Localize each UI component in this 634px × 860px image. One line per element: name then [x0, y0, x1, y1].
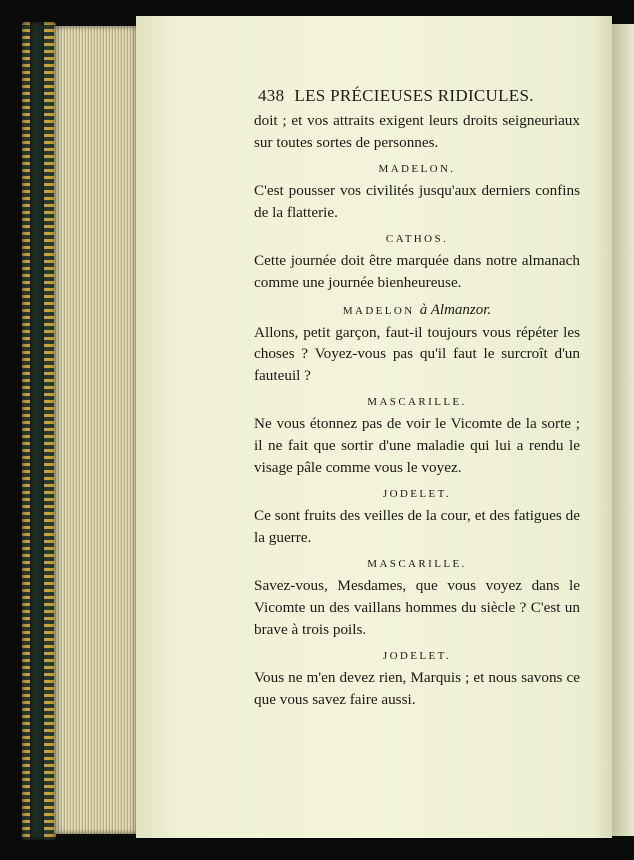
speaker-name: MASCARILLE. — [367, 558, 467, 571]
page-edges — [54, 26, 138, 834]
running-header — [258, 86, 542, 106]
speaker-name: MADELON. — [378, 163, 456, 176]
stage-direction: à Almanzor. — [419, 301, 492, 318]
page-number: 438 — [258, 86, 285, 105]
speaker-name: JODELET. — [382, 488, 452, 501]
speaker-name: CATHOS. — [385, 233, 449, 246]
dialogue-line: C'est pousser vos civilités jusqu'aux derniers confins de la flatterie. — [254, 182, 580, 221]
dialogue-line: Ne vous étonnez pas de voir le Vicomte de la sorte ; il ne fait que sortir d'une maladie qui lui a rendu le visage pâle comme vous le voyez. — [254, 415, 580, 476]
dialogue-line: Vous ne m'en devez rien, Marquis ; et nous savons ce que vous savez faire aussi. — [254, 669, 580, 708]
dialogue-line: Cette journée doit être marquée dans notre almanach comme une journée bienheureuse. — [254, 252, 580, 291]
dialogue-line: Savez-vous, Mesdames, que vous voyez dans le Vicomte un des vaillans hommes du siècle ? C'est un brave à trois poils. — [254, 577, 580, 638]
facing-page-edge — [612, 24, 634, 836]
speaker-name: MASCARILLE. — [367, 396, 467, 409]
speaker-name: MADELON à Almanzor. — [342, 301, 492, 318]
play-text — [254, 110, 580, 710]
dialogue-line: doit ; et vos attraits exigent leurs droits seigneuriaux sur toutes sortes de personnes. — [254, 112, 580, 151]
book-spine — [22, 22, 56, 840]
speaker-name: JODELET. — [382, 650, 452, 663]
dialogue-line: Allons, petit garçon, faut-il toujours vous répéter les choses ? Voyez-vous pas qu'il faut le surcroît d'un fauteuil ? — [254, 323, 580, 384]
dialogue-line: Ce sont fruits des veilles de la cour, et des fatigues de la guerre. — [254, 507, 580, 546]
running-title: LES PRÉCIEUSES RIDICULES. — [294, 86, 534, 105]
